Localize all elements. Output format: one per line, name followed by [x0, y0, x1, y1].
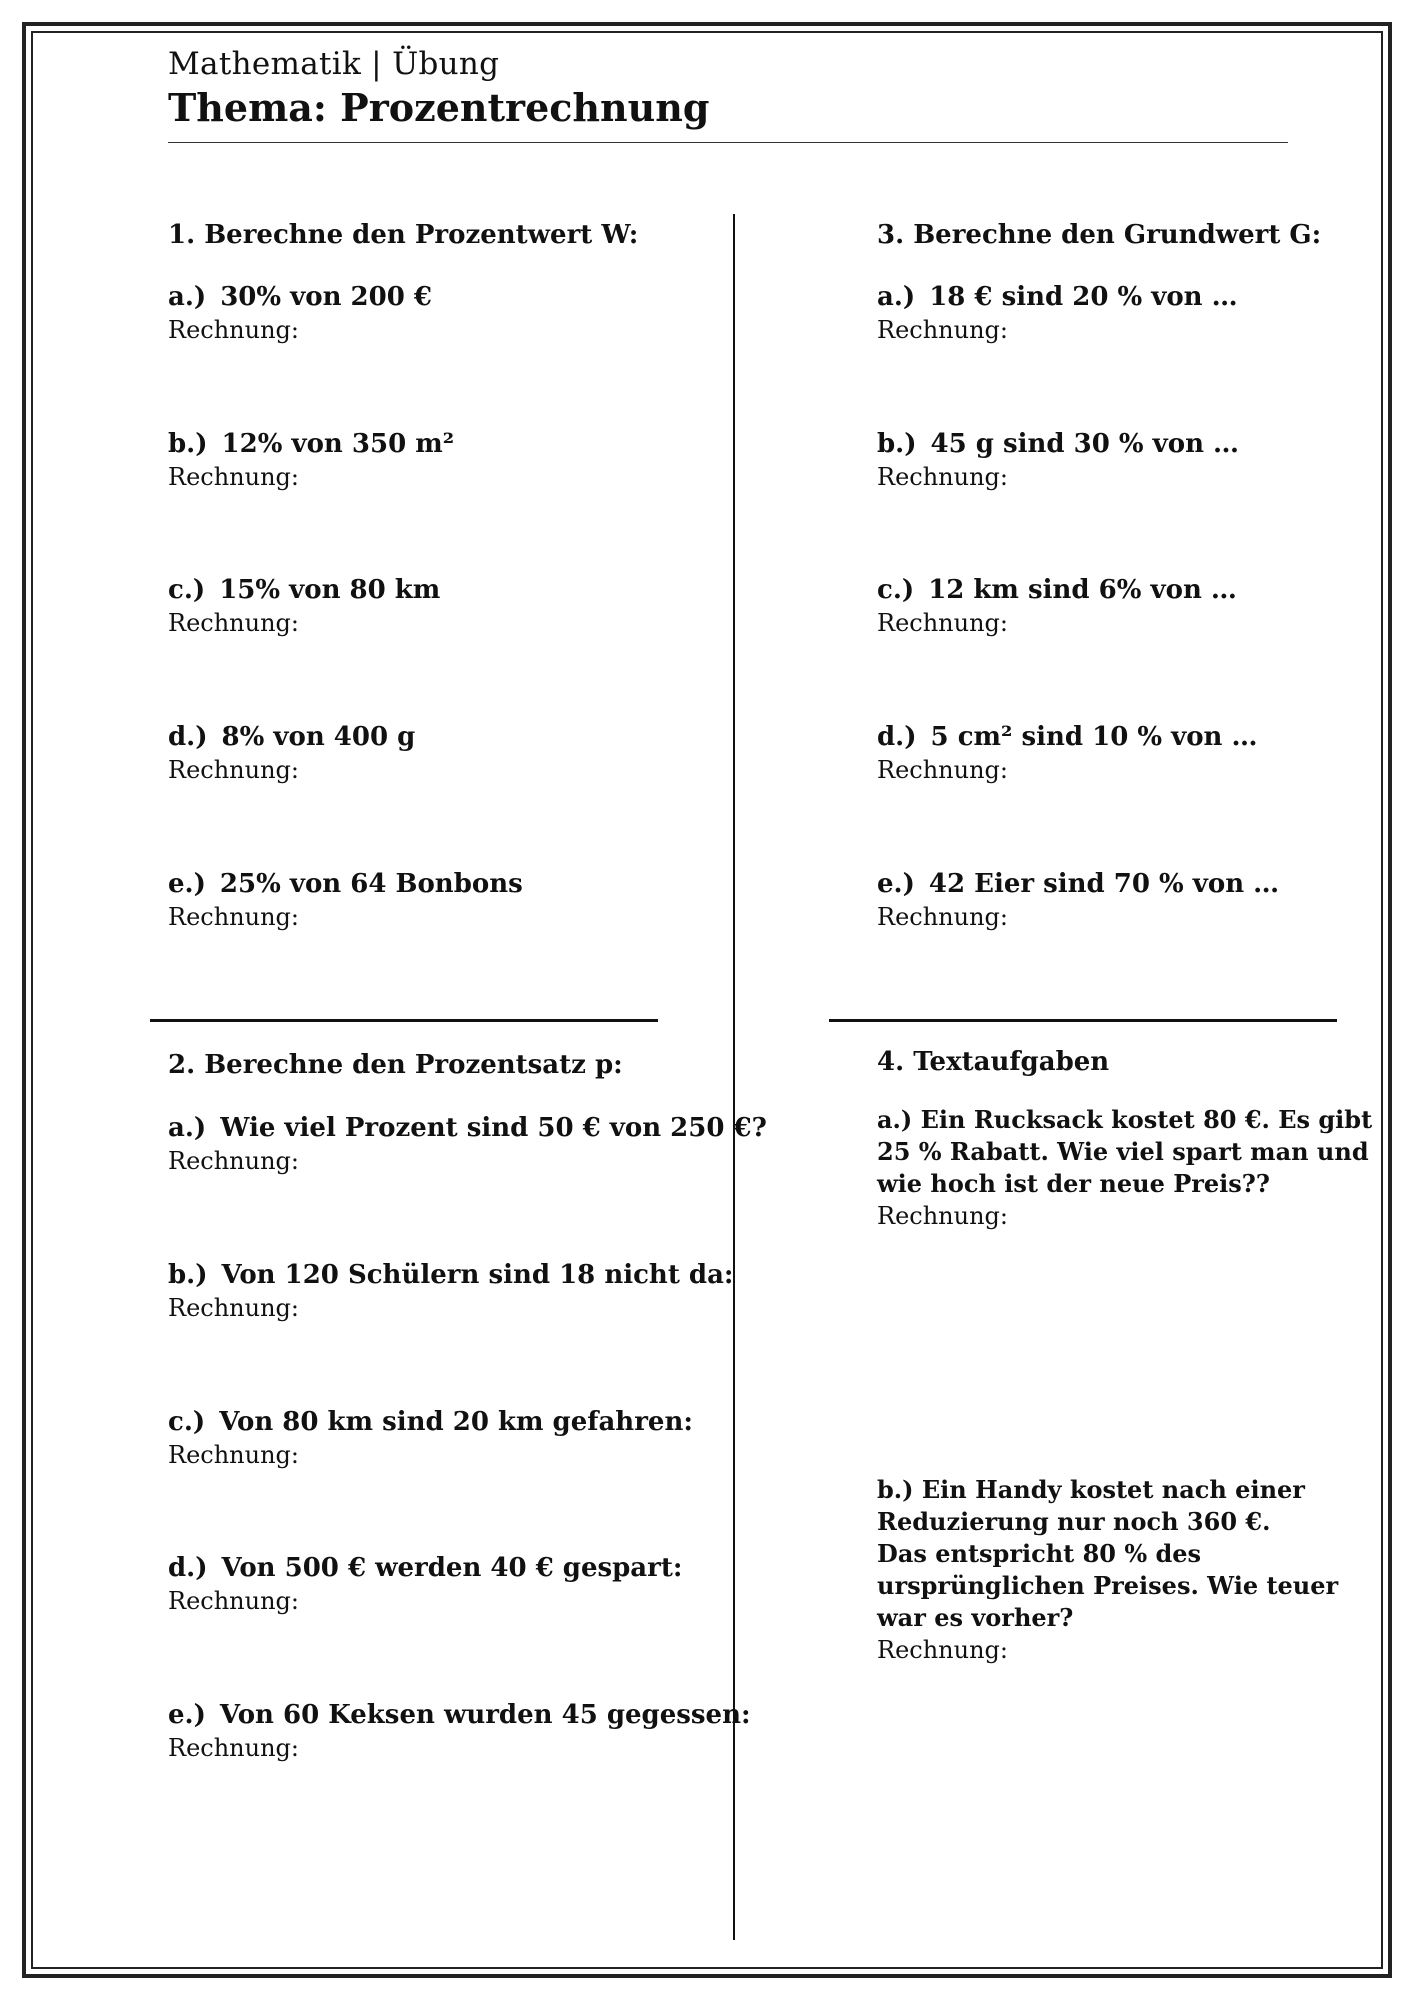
left-section-divider: [150, 1019, 658, 1022]
calc-label: Rechnung:: [168, 1294, 299, 1322]
section2-task-c: c.) Von 80 km sind 20 km gefahren:: [168, 1407, 693, 1437]
calc-label: Rechnung:: [877, 316, 1008, 344]
section1-task-d: d.) 8% von 400 g: [168, 722, 416, 752]
section1-task-b: b.) 12% von 350 m²: [168, 429, 455, 459]
calc-label: Rechnung:: [877, 1636, 1008, 1664]
header-divider: [168, 142, 1288, 143]
section2-task-e: e.) Von 60 Keksen wurden 45 gegessen:: [168, 1700, 751, 1730]
calc-label: Rechnung:: [877, 609, 1008, 637]
calc-label: Rechnung:: [168, 756, 299, 784]
section3-task-d: d.) 5 cm² sind 10 % von …: [877, 722, 1258, 752]
section1-task-e: e.) 25% von 64 Bonbons: [168, 869, 523, 899]
section2-task-d: d.) Von 500 € werden 40 € gespart:: [168, 1553, 683, 1583]
calc-label: Rechnung:: [168, 463, 299, 491]
section3-heading: 3. Berechne den Grundwert G:: [877, 220, 1322, 250]
calc-label: Rechnung:: [168, 1734, 299, 1762]
section1-heading: 1. Berechne den Prozentwert W:: [168, 220, 639, 250]
calc-label: Rechnung:: [877, 463, 1008, 491]
section4-heading: 4. Textaufgaben: [877, 1047, 1110, 1077]
calc-label: Rechnung:: [168, 609, 299, 637]
calc-label: Rechnung:: [168, 1147, 299, 1175]
calc-label: Rechnung:: [168, 1441, 299, 1469]
section3-task-a: a.) 18 € sind 20 % von …: [877, 282, 1238, 312]
section3-task-c: c.) 12 km sind 6% von …: [877, 575, 1237, 605]
subject-line: Mathematik | Übung: [168, 46, 500, 82]
section3-task-e: e.) 42 Eier sind 70 % von …: [877, 869, 1280, 899]
calc-label: Rechnung:: [168, 316, 299, 344]
calc-label: Rechnung:: [877, 1202, 1008, 1230]
section3-task-b: b.) 45 g sind 30 % von …: [877, 429, 1240, 459]
section2-task-a: a.) Wie viel Prozent sind 50 € von 250 €?: [168, 1113, 767, 1143]
calc-label: Rechnung:: [877, 903, 1008, 931]
calc-label: Rechnung:: [877, 756, 1008, 784]
section2-heading: 2. Berechne den Prozentsatz p:: [168, 1050, 623, 1080]
section1-task-a: a.) 30% von 200 €: [168, 282, 432, 312]
right-section-divider: [829, 1019, 1337, 1022]
section4-task-a: a.) Ein Rucksack kostet 80 €. Es gibt 25 % Rabatt. Wie viel spart man und wie hoch ist der neue Preis??: [877, 1105, 1373, 1198]
calc-label: Rechnung:: [168, 1587, 299, 1615]
section1-task-c: c.) 15% von 80 km: [168, 575, 441, 605]
calc-label: Rechnung:: [168, 903, 299, 931]
column-divider: [733, 214, 735, 1940]
section2-task-b: b.) Von 120 Schülern sind 18 nicht da:: [168, 1260, 734, 1290]
section4-task-b: b.) Ein Handy kostet nach einer Reduzierung nur noch 360 €. Das entspricht 80 % des ursprünglichen Preises. Wie teuer war es vorher?: [877, 1475, 1339, 1632]
page-title: Thema: Prozentrechnung: [168, 85, 710, 130]
